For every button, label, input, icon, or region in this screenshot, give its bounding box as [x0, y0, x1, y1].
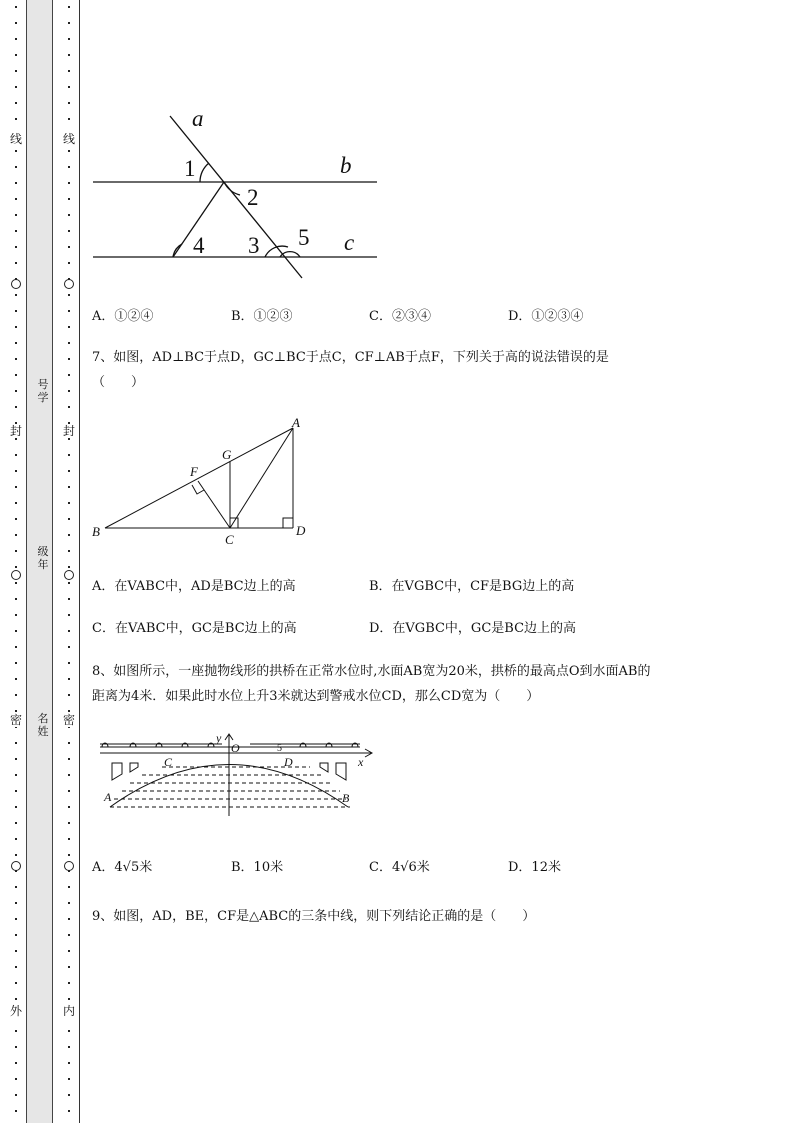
margin-dot	[15, 54, 17, 56]
margin-dot	[68, 310, 70, 312]
margin-label-left-feng: 封	[9, 424, 22, 438]
triangle-altitudes-figure	[88, 415, 318, 550]
margin-dot	[68, 966, 70, 968]
label-A: A	[292, 415, 300, 430]
margin-dot	[68, 886, 70, 888]
margin-dot	[15, 214, 17, 216]
margin-dot	[15, 902, 17, 904]
margin-dot	[15, 886, 17, 888]
margin-label-right-xian: 线	[62, 132, 75, 146]
margin-dot	[15, 22, 17, 24]
margin-dot	[68, 1062, 70, 1064]
angle-5-arc	[280, 252, 300, 257]
margin-circle	[11, 861, 21, 871]
margin-dot	[68, 950, 70, 952]
label-A: A	[104, 790, 112, 804]
margin-dot	[15, 342, 17, 344]
margin-dot	[15, 614, 17, 616]
margin-dot	[15, 1062, 17, 1064]
margin-label-left-wai: 外	[9, 1004, 22, 1018]
margin-dot	[68, 262, 70, 264]
margin-dot	[15, 518, 17, 520]
label-angle-3: 3	[248, 233, 260, 258]
margin-dot	[68, 614, 70, 616]
label-x: x	[358, 755, 364, 769]
margin-dot	[68, 758, 70, 760]
margin-label-right-nei: 内	[62, 1004, 75, 1018]
margin-dot	[15, 70, 17, 72]
margin-dot	[15, 502, 17, 504]
q8-option-c[interactable]: C．4√6米	[369, 860, 430, 875]
margin-dot	[15, 1046, 17, 1048]
q6-option-a[interactable]: A．①②④	[92, 309, 154, 324]
margin-dot	[15, 1110, 17, 1112]
margin-dot	[15, 102, 17, 104]
margin-dot	[15, 694, 17, 696]
field-label-student-no: 号学	[37, 378, 49, 404]
margin-dot	[68, 358, 70, 360]
margin-dot	[68, 6, 70, 8]
margin-dot	[15, 934, 17, 936]
q8-option-b[interactable]: B．10米	[231, 860, 284, 875]
label-angle-5: 5	[298, 225, 310, 250]
label-angle-2: 2	[247, 185, 259, 210]
margin-dot	[15, 566, 17, 568]
margin-dot	[68, 182, 70, 184]
margin-dot	[15, 598, 17, 600]
field-label-name: 名姓	[37, 712, 49, 738]
margin-dot	[68, 934, 70, 936]
label-D: D	[296, 523, 306, 538]
label-c: c	[344, 230, 355, 255]
label-O: O	[231, 741, 240, 755]
margin-circle	[64, 279, 74, 289]
margin-dot	[68, 374, 70, 376]
label-y: y	[216, 731, 222, 745]
margin-dot	[68, 454, 70, 456]
margin-dot	[15, 630, 17, 632]
margin-dot	[68, 662, 70, 664]
margin-dot	[15, 150, 17, 152]
margin-circle	[64, 861, 74, 871]
margin-dot	[15, 38, 17, 40]
margin-dot	[68, 854, 70, 856]
margin-dot	[15, 678, 17, 680]
label-angle-4: 4	[193, 233, 205, 258]
margin-dot	[68, 502, 70, 504]
margin-dot	[15, 310, 17, 312]
margin-dot	[15, 86, 17, 88]
margin-dot	[68, 118, 70, 120]
q8-option-a[interactable]: A．4√5米	[92, 860, 153, 875]
margin-dot	[68, 342, 70, 344]
margin-dot	[15, 294, 17, 296]
arch-bridge-figure	[92, 730, 377, 818]
pier-right-1	[336, 763, 346, 780]
margin-dot	[68, 822, 70, 824]
label-C: C	[225, 532, 234, 547]
pier-right-2	[320, 763, 328, 772]
margin-dot	[68, 646, 70, 648]
label-G: G	[222, 447, 232, 462]
margin-dot	[68, 518, 70, 520]
margin-dot	[15, 822, 17, 824]
margin-dot	[68, 1046, 70, 1048]
margin-dot	[15, 774, 17, 776]
label-D: D	[284, 755, 293, 769]
margin-dot	[68, 550, 70, 552]
margin-dot	[15, 358, 17, 360]
margin-label-left-mi: 密	[9, 713, 22, 727]
margin-label-right-mi: 密	[62, 713, 75, 727]
right-angle-D	[283, 518, 293, 528]
margin-dot	[68, 774, 70, 776]
margin-dot	[15, 454, 17, 456]
margin-dot	[15, 838, 17, 840]
label-b: b	[340, 153, 352, 178]
parallel-lines-figure	[90, 100, 390, 285]
margin-dot	[68, 1078, 70, 1080]
margin-dot	[68, 982, 70, 984]
label-B: B	[92, 524, 100, 539]
margin-dot	[68, 1030, 70, 1032]
margin-dot	[68, 326, 70, 328]
q8-question-line2: 距离为4米．如果此时水位上升3米就达到警戒水位CD，那么CD宽为（ ）	[92, 689, 540, 704]
margin-dot	[15, 6, 17, 8]
label-C: C	[164, 755, 173, 769]
margin-dot	[15, 182, 17, 184]
margin-dot	[15, 646, 17, 648]
margin-dot	[15, 406, 17, 408]
q9-question-text: 9、如图，AD，BE，CF是△ABC的三条中线，则下列结论正确的是（ ）	[92, 909, 536, 924]
margin-dot	[15, 470, 17, 472]
label-angle-1: 1	[184, 156, 196, 181]
margin-dots-right	[64, 0, 74, 1123]
q6-option-b[interactable]: B．①②③	[231, 309, 293, 324]
q7-option-d[interactable]: D．在VGBC中，GC是BC边上的高	[369, 621, 577, 636]
field-label-class: 级年	[37, 545, 49, 571]
margin-dot	[68, 534, 70, 536]
margin-dot	[15, 198, 17, 200]
margin-dot	[68, 486, 70, 488]
margin-dot	[68, 710, 70, 712]
margin-dot	[68, 246, 70, 248]
pier-left-2	[130, 763, 138, 772]
margin-dot	[68, 694, 70, 696]
margin-dot	[68, 470, 70, 472]
margin-dot	[68, 790, 70, 792]
margin-dot	[15, 918, 17, 920]
margin-dot	[15, 662, 17, 664]
margin-label-left-xian: 线	[9, 132, 22, 146]
margin-dot	[15, 534, 17, 536]
margin-dot	[68, 230, 70, 232]
label-F: F	[190, 464, 198, 479]
margin-dot	[15, 854, 17, 856]
margin-dot	[15, 806, 17, 808]
margin-dot	[15, 1078, 17, 1080]
margin-circle	[64, 570, 74, 580]
margin-dot	[15, 438, 17, 440]
margin-dot	[68, 438, 70, 440]
label-5: 5	[277, 743, 282, 754]
q7-answer-bracket: （ ）	[92, 375, 145, 390]
q7-question-text: 7、如图，AD⊥BC于点D，GC⊥BC于点C，CF⊥AB于点F，下列关于高的说法错误的是	[92, 350, 609, 365]
q6-option-d[interactable]: D．①②③④	[508, 309, 584, 324]
margin-dot	[15, 998, 17, 1000]
pier-left-1	[112, 763, 122, 780]
margin-dot	[68, 742, 70, 744]
margin-dot	[15, 166, 17, 168]
margin-dot	[68, 902, 70, 904]
margin-dot	[15, 950, 17, 952]
q7-option-b[interactable]: B．在VGBC中，CF是BG边上的高	[369, 579, 575, 594]
margin-dot	[15, 966, 17, 968]
margin-dot	[15, 230, 17, 232]
margin-dot	[68, 406, 70, 408]
margin-dot	[15, 374, 17, 376]
margin-dot	[15, 982, 17, 984]
margin-dots-left	[11, 0, 21, 1123]
margin-dot	[68, 390, 70, 392]
margin-dot	[15, 1094, 17, 1096]
segment-AC	[230, 428, 293, 528]
margin-dot	[15, 710, 17, 712]
margin-dot	[68, 54, 70, 56]
margin-dot	[68, 598, 70, 600]
margin-dot	[15, 550, 17, 552]
margin-dot	[68, 918, 70, 920]
angle-1-arc	[200, 163, 209, 182]
margin-dot	[68, 198, 70, 200]
margin-circle	[11, 570, 21, 580]
label-B: B	[342, 791, 350, 805]
margin-dot	[68, 214, 70, 216]
q7-option-a[interactable]: A．在VABC中，AD是BC边上的高	[92, 579, 296, 594]
margin-dot	[68, 102, 70, 104]
margin-dot	[68, 38, 70, 40]
margin-dot	[68, 582, 70, 584]
margin-dot	[15, 758, 17, 760]
margin-dot	[15, 1030, 17, 1032]
margin-dot	[68, 630, 70, 632]
margin-dot	[68, 70, 70, 72]
margin-dot	[15, 390, 17, 392]
margin-rule	[79, 0, 80, 1123]
margin-dot	[15, 246, 17, 248]
margin-dot	[68, 838, 70, 840]
margin-dot	[68, 150, 70, 152]
margin-dot	[15, 118, 17, 120]
margin-dot	[68, 998, 70, 1000]
q6-option-c[interactable]: C．②③④	[369, 309, 431, 324]
margin-dot	[68, 806, 70, 808]
q8-question-line1: 8、如图所示，一座抛物线形的拱桥在正常水位时,水面AB宽为20米，拱桥的最高点O到水面AB的	[92, 664, 651, 679]
margin-dot	[15, 582, 17, 584]
q7-option-c[interactable]: C．在VABC中，GC是BC边上的高	[92, 621, 297, 636]
margin-dot	[68, 22, 70, 24]
margin-dot	[68, 1094, 70, 1096]
margin-dot	[15, 742, 17, 744]
margin-dot	[15, 790, 17, 792]
segment-BA	[105, 428, 293, 528]
margin-dot	[15, 486, 17, 488]
margin-dot	[68, 1110, 70, 1112]
q8-option-d[interactable]: D．12米	[508, 860, 561, 875]
margin-label-right-feng: 封	[62, 424, 75, 438]
margin-dot	[15, 262, 17, 264]
margin-circle	[11, 279, 21, 289]
label-a: a	[192, 106, 204, 131]
margin-dot	[68, 678, 70, 680]
margin-dot	[68, 294, 70, 296]
margin-dot	[68, 166, 70, 168]
margin-dot	[68, 566, 70, 568]
margin-dot	[15, 326, 17, 328]
margin-dot	[68, 86, 70, 88]
segment-CF	[198, 481, 230, 528]
